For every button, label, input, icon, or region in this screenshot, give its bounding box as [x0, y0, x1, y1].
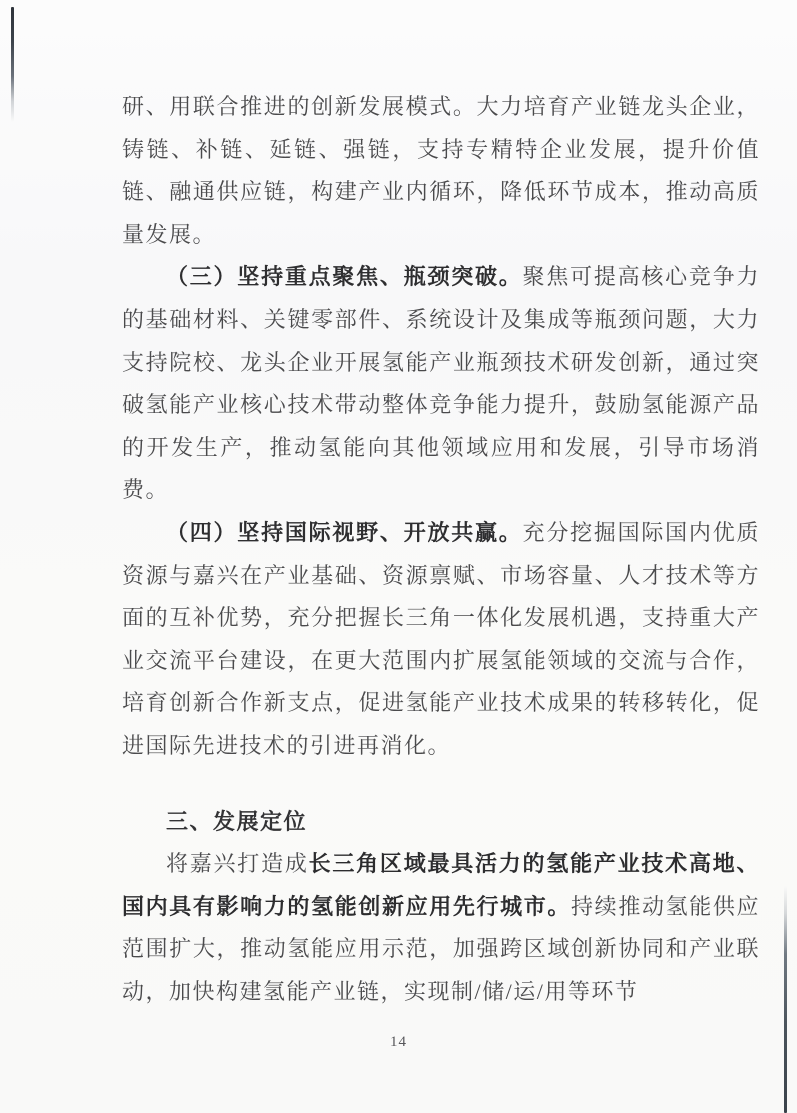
paragraph-emphasis-bold: 长三角区域最具活力的氢能产业技术高地、国内具有影响力的氢能创新应用先行城市。	[122, 851, 760, 919]
paragraph-principle-4	[122, 512, 760, 768]
paragraph-positioning	[122, 843, 760, 1013]
paragraph-text: 将嘉兴打造成	[166, 851, 309, 877]
scan-edge-artifact-right	[784, 886, 787, 1113]
paragraph-continuation	[122, 86, 760, 256]
page-number: 14	[390, 1034, 407, 1050]
paragraph-text: 充分挖掘国际国内优质资源与嘉兴在产业基础、资源禀赋、市场容量、人才技术等方面的互补优势，充分把握长三角一体化发展机遇，支持重大产业交流平台建设，在更大范围内扩展氢能领域的交流与合作，培育创新合作新支点，促进氢能产业技术成果的转移转化，促进国际先进技术的引进再消化。	[122, 519, 760, 758]
paragraph-lead-bold: （四）坚持国际视野、开放共赢。	[166, 519, 523, 545]
paragraph-text: 研、用联合推进的创新发展模式。大力培育产业链龙头企业，铸链、补链、延链、强链，支持专精特企业发展，提升价值链、融通供应链，构建产业内循环，降低环节成本，推动高质量发展。	[122, 94, 760, 247]
paragraph-lead-bold: （三）坚持重点聚焦、瓶颈突破。	[166, 264, 523, 290]
paragraph-principle-3	[122, 256, 760, 512]
document-body	[122, 86, 760, 1013]
scan-edge-artifact-left	[11, 7, 14, 122]
paragraph-text: 持续推动氢能供应范围扩大，推动氢能应用示范，加强跨区域创新协同和产业联动，加快构建氢能产业链，实现制/储/运/用等环节	[122, 893, 760, 1004]
paragraph-text: 聚焦可提高核心竞争力的基础材料、关键零部件、系统设计及集成等瓶颈问题，大力支持院校、龙头企业开展氢能产业瓶颈技术研发创新，通过突破氢能产业核心技术带动整体竞争能力提升，鼓励氢能源产品的开发生产，推动氢能向其他领域应用和发展，引导市场消费。	[122, 264, 760, 503]
section-heading-development-positioning: 三、发展定位	[166, 808, 308, 834]
